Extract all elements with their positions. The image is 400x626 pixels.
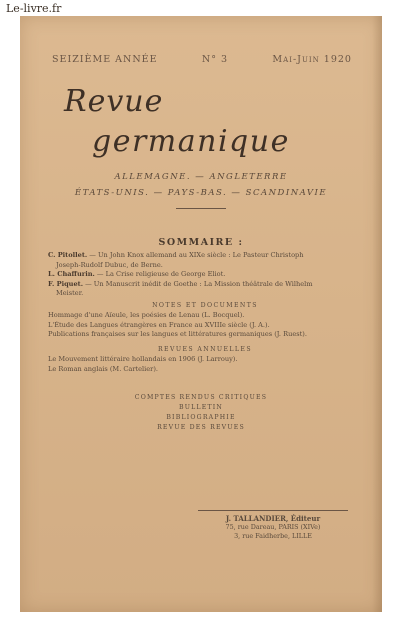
cover-edge-shadow — [372, 16, 382, 612]
table-of-contents — [48, 251, 362, 374]
article-title-cont: Joseph-Rudolf Dubuc, de Berne. — [56, 260, 163, 269]
coverage-countries-line1: ALLEMAGNE. — ANGLETERRE — [114, 172, 288, 182]
issue-year: SEIZIÈME ANNÉE — [52, 54, 158, 65]
revue-des-revues-heading: REVUE DES REVUES — [157, 424, 245, 431]
watermark-text: Le-livre.fr — [6, 2, 62, 15]
toc-note: Publications françaises sur les langues et littératures germaniques (J. Ruest). — [48, 330, 307, 338]
issue-date: Mai-Juin 1920 — [272, 54, 352, 65]
publisher-address1: 75, rue Dareau, PARIS (XIVe) — [225, 523, 321, 531]
toc-note: Hommage d'une Aïeule, les poésies de Lenau (L. Bocquel). — [48, 311, 245, 319]
toc-article — [48, 270, 362, 280]
issue-header — [52, 54, 352, 65]
toc-revue: Le Mouvement littéraire hollandais en 1906 (J. Larrouy). — [48, 355, 238, 363]
toc-revue: Le Roman anglais (M. Cartelier). — [48, 364, 159, 373]
revues-heading: REVUES ANNUELLES — [158, 345, 252, 353]
comptes-rendus-heading: COMPTES RENDUS CRITIQUES — [134, 394, 268, 401]
notes-heading: NOTES ET DOCUMENTS — [152, 301, 258, 309]
toc-article — [48, 280, 362, 299]
bulletin-heading: BULLETIN — [178, 404, 224, 411]
publisher-rule — [198, 510, 348, 511]
journal-title-line1: Revue — [64, 84, 164, 119]
article-title: — Un Manuscrit inédit de Goethe : La Mission théâtrale de Wilhelm — [83, 279, 313, 288]
publisher-block — [198, 514, 348, 541]
divider-rule — [176, 208, 226, 209]
toc-article — [48, 251, 362, 270]
bibliographie-heading: BIBLIOGRAPHIE — [166, 414, 236, 421]
journal-title-line2: germanique — [92, 124, 290, 159]
issue-number: N° 3 — [201, 54, 229, 65]
article-author: C. Pitollet. — [48, 251, 88, 259]
coverage-countries-line2: ÉTATS-UNIS. — PAYS-BAS. — SCANDINAVIE — [74, 188, 328, 198]
article-title: — La Crise religieuse de George Eliot. — [94, 270, 226, 278]
article-author: L. Chaffurin. — [48, 270, 95, 278]
sommaire-heading: SOMMAIRE : — [158, 237, 244, 248]
publisher-name: J. TALLANDIER, Éditeur — [225, 514, 321, 523]
article-title: — Un John Knox allemand au XIXe siècle : Le Pasteur Christoph — [87, 251, 304, 259]
publisher-address2: 3, rue Faidherbe, LILLE — [234, 532, 312, 540]
article-author: F. Piquet. — [48, 279, 84, 288]
toc-note: L'Étude des Langues étrangères en France au XVIIIe siècle (J. A.). — [48, 320, 270, 329]
journal-cover — [20, 16, 382, 612]
article-title-cont: Meister. — [56, 289, 84, 297]
